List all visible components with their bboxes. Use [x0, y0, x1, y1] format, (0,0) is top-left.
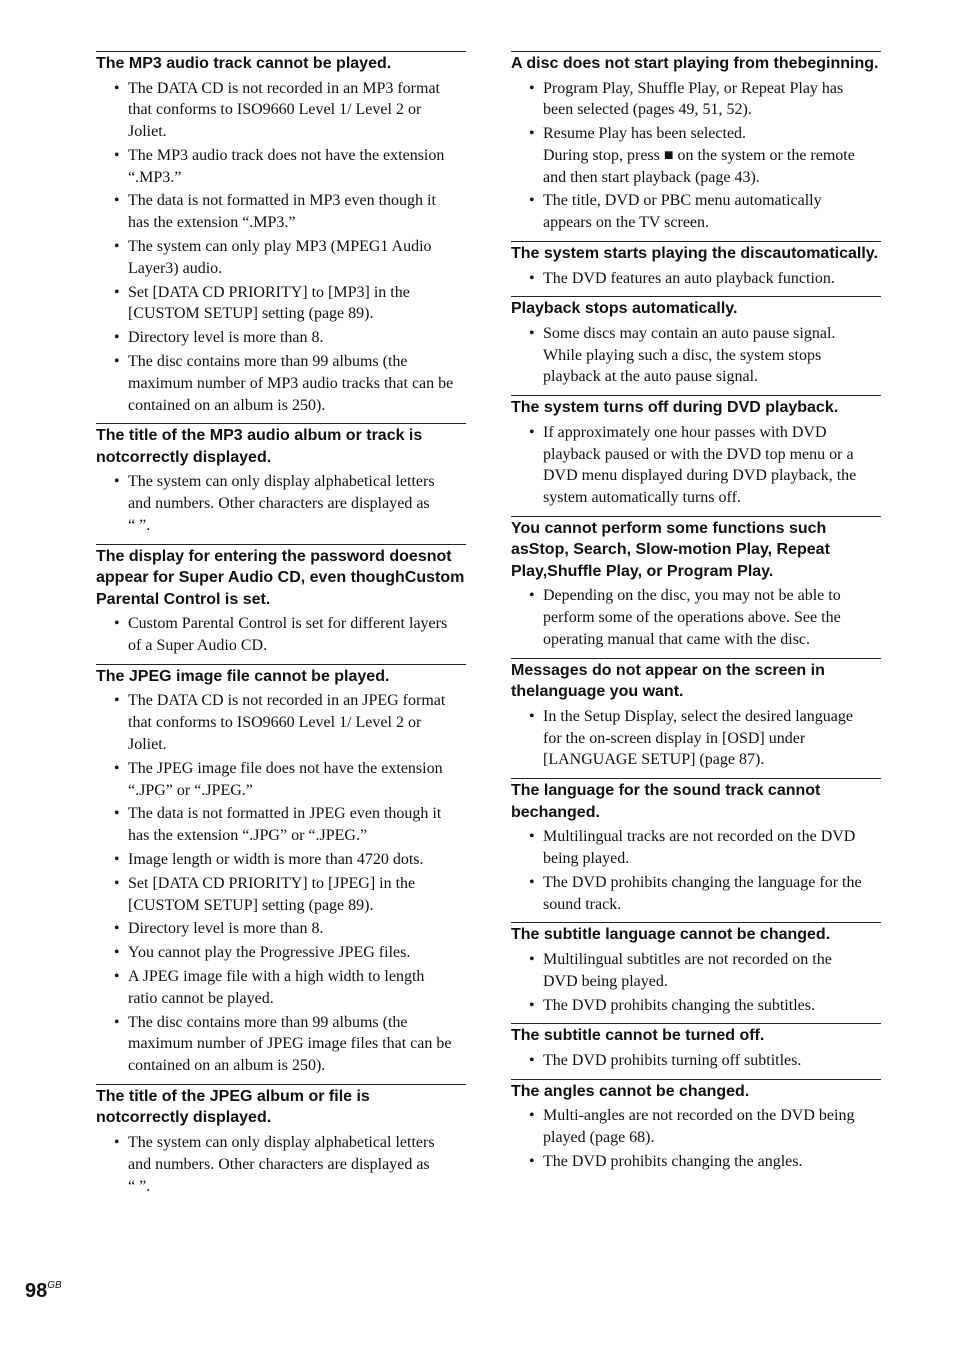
bullet-icon: • [114, 329, 120, 347]
bullet-icon: • [114, 283, 120, 301]
bullet-icon: • [529, 587, 535, 605]
bullet-icon: • [114, 874, 120, 892]
text-line: appears on the TV screen. [543, 214, 710, 232]
bullet-icon: • [114, 805, 120, 823]
text-line: changed. [529, 803, 600, 821]
text-line: Directory level is more than 8. [128, 329, 324, 347]
text-line: The system starts playing the disc [511, 245, 773, 263]
text-line: not appear for Super Audio CD, even though [96, 547, 452, 587]
bullet-icon: • [114, 79, 120, 97]
bullet-item [96, 282, 466, 326]
troubleshooting-section [511, 395, 881, 509]
text-line: contained on an album is 250). [128, 1057, 326, 1075]
troubleshooting-section [511, 1023, 881, 1071]
text-line: Messages do not appear on the screen in the [511, 661, 825, 701]
section-heading [511, 924, 881, 946]
bullet-icon: • [114, 692, 120, 710]
bullet-icon: • [114, 615, 120, 633]
text-line: Set [DATA CD PRIORITY] to [JPEG] in the [128, 874, 416, 892]
text-line: maximum number of MP3 audio tracks that can be [128, 374, 454, 392]
bullet-item [511, 323, 881, 388]
text-line: beginning. [797, 55, 879, 72]
text-line: “ ”. [128, 1177, 151, 1195]
bullet-list [511, 1050, 881, 1072]
text-line: that conforms to ISO9660 Level 1/ Level 2 or [128, 101, 422, 119]
bullet-item [511, 78, 881, 122]
text-line: Joliet. [128, 123, 167, 141]
section-heading [96, 53, 466, 75]
text-line: If approximately one hour passes with DVD [543, 423, 827, 441]
text-line: ratio cannot be played. [128, 989, 274, 1007]
bullet-icon: • [529, 269, 535, 287]
text-line: perform some of the operations above. See the [543, 609, 841, 627]
text-line: Multi-angles are not recorded on the DVD being [543, 1107, 855, 1125]
bullet-item [511, 268, 881, 290]
bullet-item [511, 706, 881, 771]
bullet-item [96, 145, 466, 189]
bullet-item [511, 872, 881, 916]
bullet-icon: • [114, 944, 120, 962]
text-line: has the extension “.JPG” or “.JPEG.” [128, 827, 368, 845]
bullet-list [511, 949, 881, 1016]
text-line: Image length or width is more than 4720 dots. [128, 851, 424, 869]
troubleshooting-section [511, 922, 881, 1016]
bullet-list [96, 613, 466, 657]
text-line: The DVD prohibits changing the angles. [543, 1152, 803, 1170]
text-line: The display for entering the password does [96, 547, 427, 565]
section-heading [511, 397, 881, 419]
text-line: [CUSTOM SETUP] setting (page 89). [128, 305, 374, 323]
bullet-list [511, 268, 881, 290]
page-number [25, 1280, 62, 1303]
bullet-icon: • [529, 707, 535, 725]
text-line: The data is not formatted in JPEG even though it [128, 805, 442, 823]
text-line: operating manual that came with the disc. [543, 631, 811, 649]
text-line: Multilingual subtitles are not recorded on the [543, 950, 832, 968]
text-line: language you want. [535, 683, 684, 701]
troubleshooting-section [96, 544, 466, 657]
bullet-icon: • [529, 423, 535, 441]
section-heading [511, 660, 881, 703]
bullet-icon: • [529, 1051, 535, 1069]
bullet-icon: • [114, 192, 120, 210]
text-line: has the extension “.MP3.” [128, 214, 296, 232]
text-line: Stop, Search, Slow-motion Play, Repeat Play, [511, 541, 830, 580]
text-line: that conforms to ISO9660 Level 1/ Level 2 or [128, 714, 422, 732]
bullet-item [511, 190, 881, 234]
text-line: The system turns off during DVD playback. [511, 399, 839, 417]
section-heading [511, 780, 881, 823]
bullet-icon: • [529, 1107, 535, 1125]
text-line: of a Super Audio CD. [128, 637, 268, 655]
text-line: A disc does not start playing from the [511, 55, 798, 72]
text-line: You cannot play the Progressive JPEG files. [128, 944, 411, 962]
page-number-value: 98 [25, 1280, 48, 1302]
text-line: system automatically turns off. [543, 489, 741, 507]
text-line: The system can only display alphabetical letters [128, 473, 435, 491]
bullet-icon: • [114, 920, 120, 938]
text-line: “.MP3.” [128, 168, 182, 186]
page-suffix: GB [47, 1280, 62, 1291]
bullet-list [511, 323, 881, 388]
bullet-icon: • [529, 996, 535, 1014]
bullet-list [511, 78, 881, 235]
text-line: Multilingual tracks are not recorded on the DVD [543, 828, 856, 846]
text-line: The disc contains more than 99 albums (the [128, 353, 408, 371]
bullet-list [511, 1105, 881, 1172]
troubleshooting-section [511, 778, 881, 915]
bullet-item [96, 190, 466, 234]
section-heading [511, 518, 881, 583]
bullet-icon: • [529, 873, 535, 891]
text-line: “.JPG” or “.JPEG.” [128, 781, 253, 799]
section-heading [96, 546, 466, 611]
bullet-item [96, 351, 466, 416]
bullet-item [96, 78, 466, 143]
text-line: played (page 68). [543, 1128, 655, 1146]
text-line: automatically. [772, 245, 878, 263]
text-line: Joliet. [128, 736, 167, 754]
bullet-icon: • [529, 192, 535, 210]
troubleshooting-section [96, 1084, 466, 1197]
troubleshooting-section [96, 664, 466, 1077]
bullet-icon: • [114, 146, 120, 164]
text-line: Shuffle Play, or Program Play. [547, 562, 774, 580]
text-line: [CUSTOM SETUP] setting (page 89). [128, 896, 374, 914]
bullet-item [96, 1012, 466, 1077]
text-line: A JPEG image file with a high width to length [128, 968, 425, 985]
text-line: sound track. [543, 895, 622, 913]
right-column [511, 51, 881, 1180]
bullet-item [96, 758, 466, 802]
bullet-item [511, 1105, 881, 1149]
bullet-list [96, 690, 466, 1077]
text-line: Resume Play has been selected. [543, 125, 747, 143]
text-line: The title of the JPEG album or file is not [96, 1087, 370, 1127]
text-line: The angles cannot be changed. [511, 1082, 750, 1100]
bullet-icon: • [114, 1013, 120, 1031]
text-line: Some discs may contain an auto pause signal. [543, 324, 836, 342]
text-line: and numbers. Other characters are displayed as [128, 1155, 430, 1173]
text-line: Custom Parental Control is set for different layers [128, 615, 448, 633]
text-line: The title, DVD or PBC menu automatically [543, 192, 822, 210]
bullet-list [96, 78, 466, 417]
text-line: The JPEG image file cannot be played. [96, 667, 390, 685]
text-line: In the Setup Display, select the desired language [543, 707, 853, 725]
text-line: The title of the MP3 audio album or track is not [96, 427, 423, 466]
text-line: While playing such a disc, the system stops [543, 346, 822, 364]
bullet-icon: • [529, 828, 535, 846]
text-line: Directory level is more than 8. [128, 920, 324, 938]
text-line: “ ”. [128, 517, 151, 535]
bullet-icon: • [529, 950, 535, 968]
text-line: maximum number of JPEG image files that can be [128, 1035, 452, 1053]
bullet-icon: • [114, 759, 120, 777]
text-line: The system can only display alphabetical letters [128, 1133, 435, 1151]
bullet-icon: • [529, 79, 535, 97]
bullet-item [96, 1132, 466, 1197]
left-column [96, 51, 466, 1204]
bullet-item [96, 471, 466, 536]
section-heading [511, 298, 881, 320]
text-line: The system can only play MP3 (MPEG1 Audio [128, 238, 432, 256]
bullet-icon: • [114, 353, 120, 371]
text-line: playback at the auto pause signal. [543, 368, 759, 386]
text-line: being played. [543, 850, 630, 868]
bullet-item [96, 942, 466, 964]
troubleshooting-section [96, 423, 466, 536]
bullet-list [511, 585, 881, 650]
text-line: Playback stops automatically. [511, 300, 738, 318]
bullet-item [96, 873, 466, 917]
bullet-item [511, 826, 881, 870]
section-heading [511, 1081, 881, 1103]
troubleshooting-section [96, 51, 466, 416]
text-line: The DVD prohibits changing the subtitles. [543, 996, 815, 1014]
text-line: and then start playback (page 43). [543, 168, 760, 186]
text-line: Layer3) audio. [128, 259, 223, 277]
bullet-icon: • [114, 238, 120, 256]
text-line: Depending on the disc, you may not be able to [543, 587, 841, 605]
section-heading [96, 1086, 466, 1129]
text-line: correctly displayed. [120, 1109, 272, 1127]
text-line: [LANGUAGE SETUP] (page 87). [543, 751, 765, 769]
bullet-icon: • [529, 324, 535, 342]
bullet-list [511, 706, 881, 771]
text-line: The DATA CD is not recorded in an JPEG format [128, 692, 446, 710]
text-line: for the on-screen display in [OSD] under [543, 729, 806, 747]
text-line: The disc contains more than 99 albums (the [128, 1013, 408, 1031]
bullet-item [96, 803, 466, 847]
bullet-item [96, 849, 466, 871]
bullet-item [96, 613, 466, 657]
section-heading [511, 1025, 881, 1047]
bullet-item [511, 1050, 881, 1072]
text-line: The JPEG image file does not have the extension [128, 759, 443, 777]
text-line: The subtitle cannot be turned off. [511, 1027, 765, 1045]
bullet-item [96, 918, 466, 940]
bullet-item [511, 585, 881, 650]
troubleshooting-section [511, 51, 881, 234]
bullet-icon: • [529, 1152, 535, 1170]
text-line: The data is not formatted in MP3 even though it [128, 192, 436, 210]
troubleshooting-section [511, 658, 881, 771]
section-heading [511, 243, 881, 265]
text-line: The subtitle language cannot be changed. [511, 926, 831, 944]
bullet-list [96, 1132, 466, 1197]
text-line: The DVD features an auto playback function. [543, 269, 835, 287]
bullet-item [511, 1151, 881, 1173]
text-line: The language for the sound track cannot be [511, 782, 821, 821]
text-line: correctly displayed. [120, 448, 272, 466]
text-line: Program Play, Shuffle Play, or Repeat Play has [543, 79, 844, 97]
text-line: The MP3 audio track does not have the extension [128, 146, 445, 164]
text-line: been selected (pages 49, 51, 52). [543, 101, 752, 119]
text-line: The DVD prohibits changing the language for the [543, 873, 862, 891]
bullet-item [511, 949, 881, 993]
text-line: DVD being played. [543, 972, 668, 990]
bullet-icon: • [114, 473, 120, 491]
bullet-icon: • [114, 968, 120, 985]
bullet-icon: • [114, 1133, 120, 1151]
text-line: You cannot perform some functions such as [511, 519, 827, 559]
text-line: and numbers. Other characters are displayed as [128, 495, 430, 513]
troubleshooting-section [511, 296, 881, 388]
troubleshooting-section [511, 516, 881, 651]
section-heading [511, 53, 881, 75]
bullet-list [511, 826, 881, 915]
text-line: contained on an album is 250). [128, 396, 326, 414]
bullet-list [96, 471, 466, 536]
bullet-item [511, 123, 881, 188]
text-line: The DATA CD is not recorded in an MP3 format [128, 79, 440, 97]
section-heading [96, 425, 466, 468]
bullet-item [511, 422, 881, 509]
bullet-icon: • [114, 851, 120, 869]
bullet-item [511, 995, 881, 1017]
section-heading [96, 666, 466, 688]
text-line: Set [DATA CD PRIORITY] to [MP3] in the [128, 283, 410, 301]
bullet-list [511, 422, 881, 509]
text-line: Custom Parental Control is set. [96, 569, 465, 608]
text-line: The DVD prohibits turning off subtitles. [543, 1051, 802, 1069]
bullet-item [96, 690, 466, 755]
text-line: playback paused or with the DVD top menu or a [543, 445, 854, 463]
text-line: During stop, press ■ on the system or the remote [543, 146, 855, 164]
bullet-item [96, 966, 466, 1010]
bullet-item [96, 236, 466, 280]
troubleshooting-section [511, 1079, 881, 1173]
text-line: The MP3 audio track cannot be played. [96, 55, 392, 72]
text-line: DVD menu displayed during DVD playback, the [543, 467, 857, 485]
bullet-item [96, 327, 466, 349]
bullet-icon: • [529, 125, 535, 143]
troubleshooting-section [511, 241, 881, 289]
